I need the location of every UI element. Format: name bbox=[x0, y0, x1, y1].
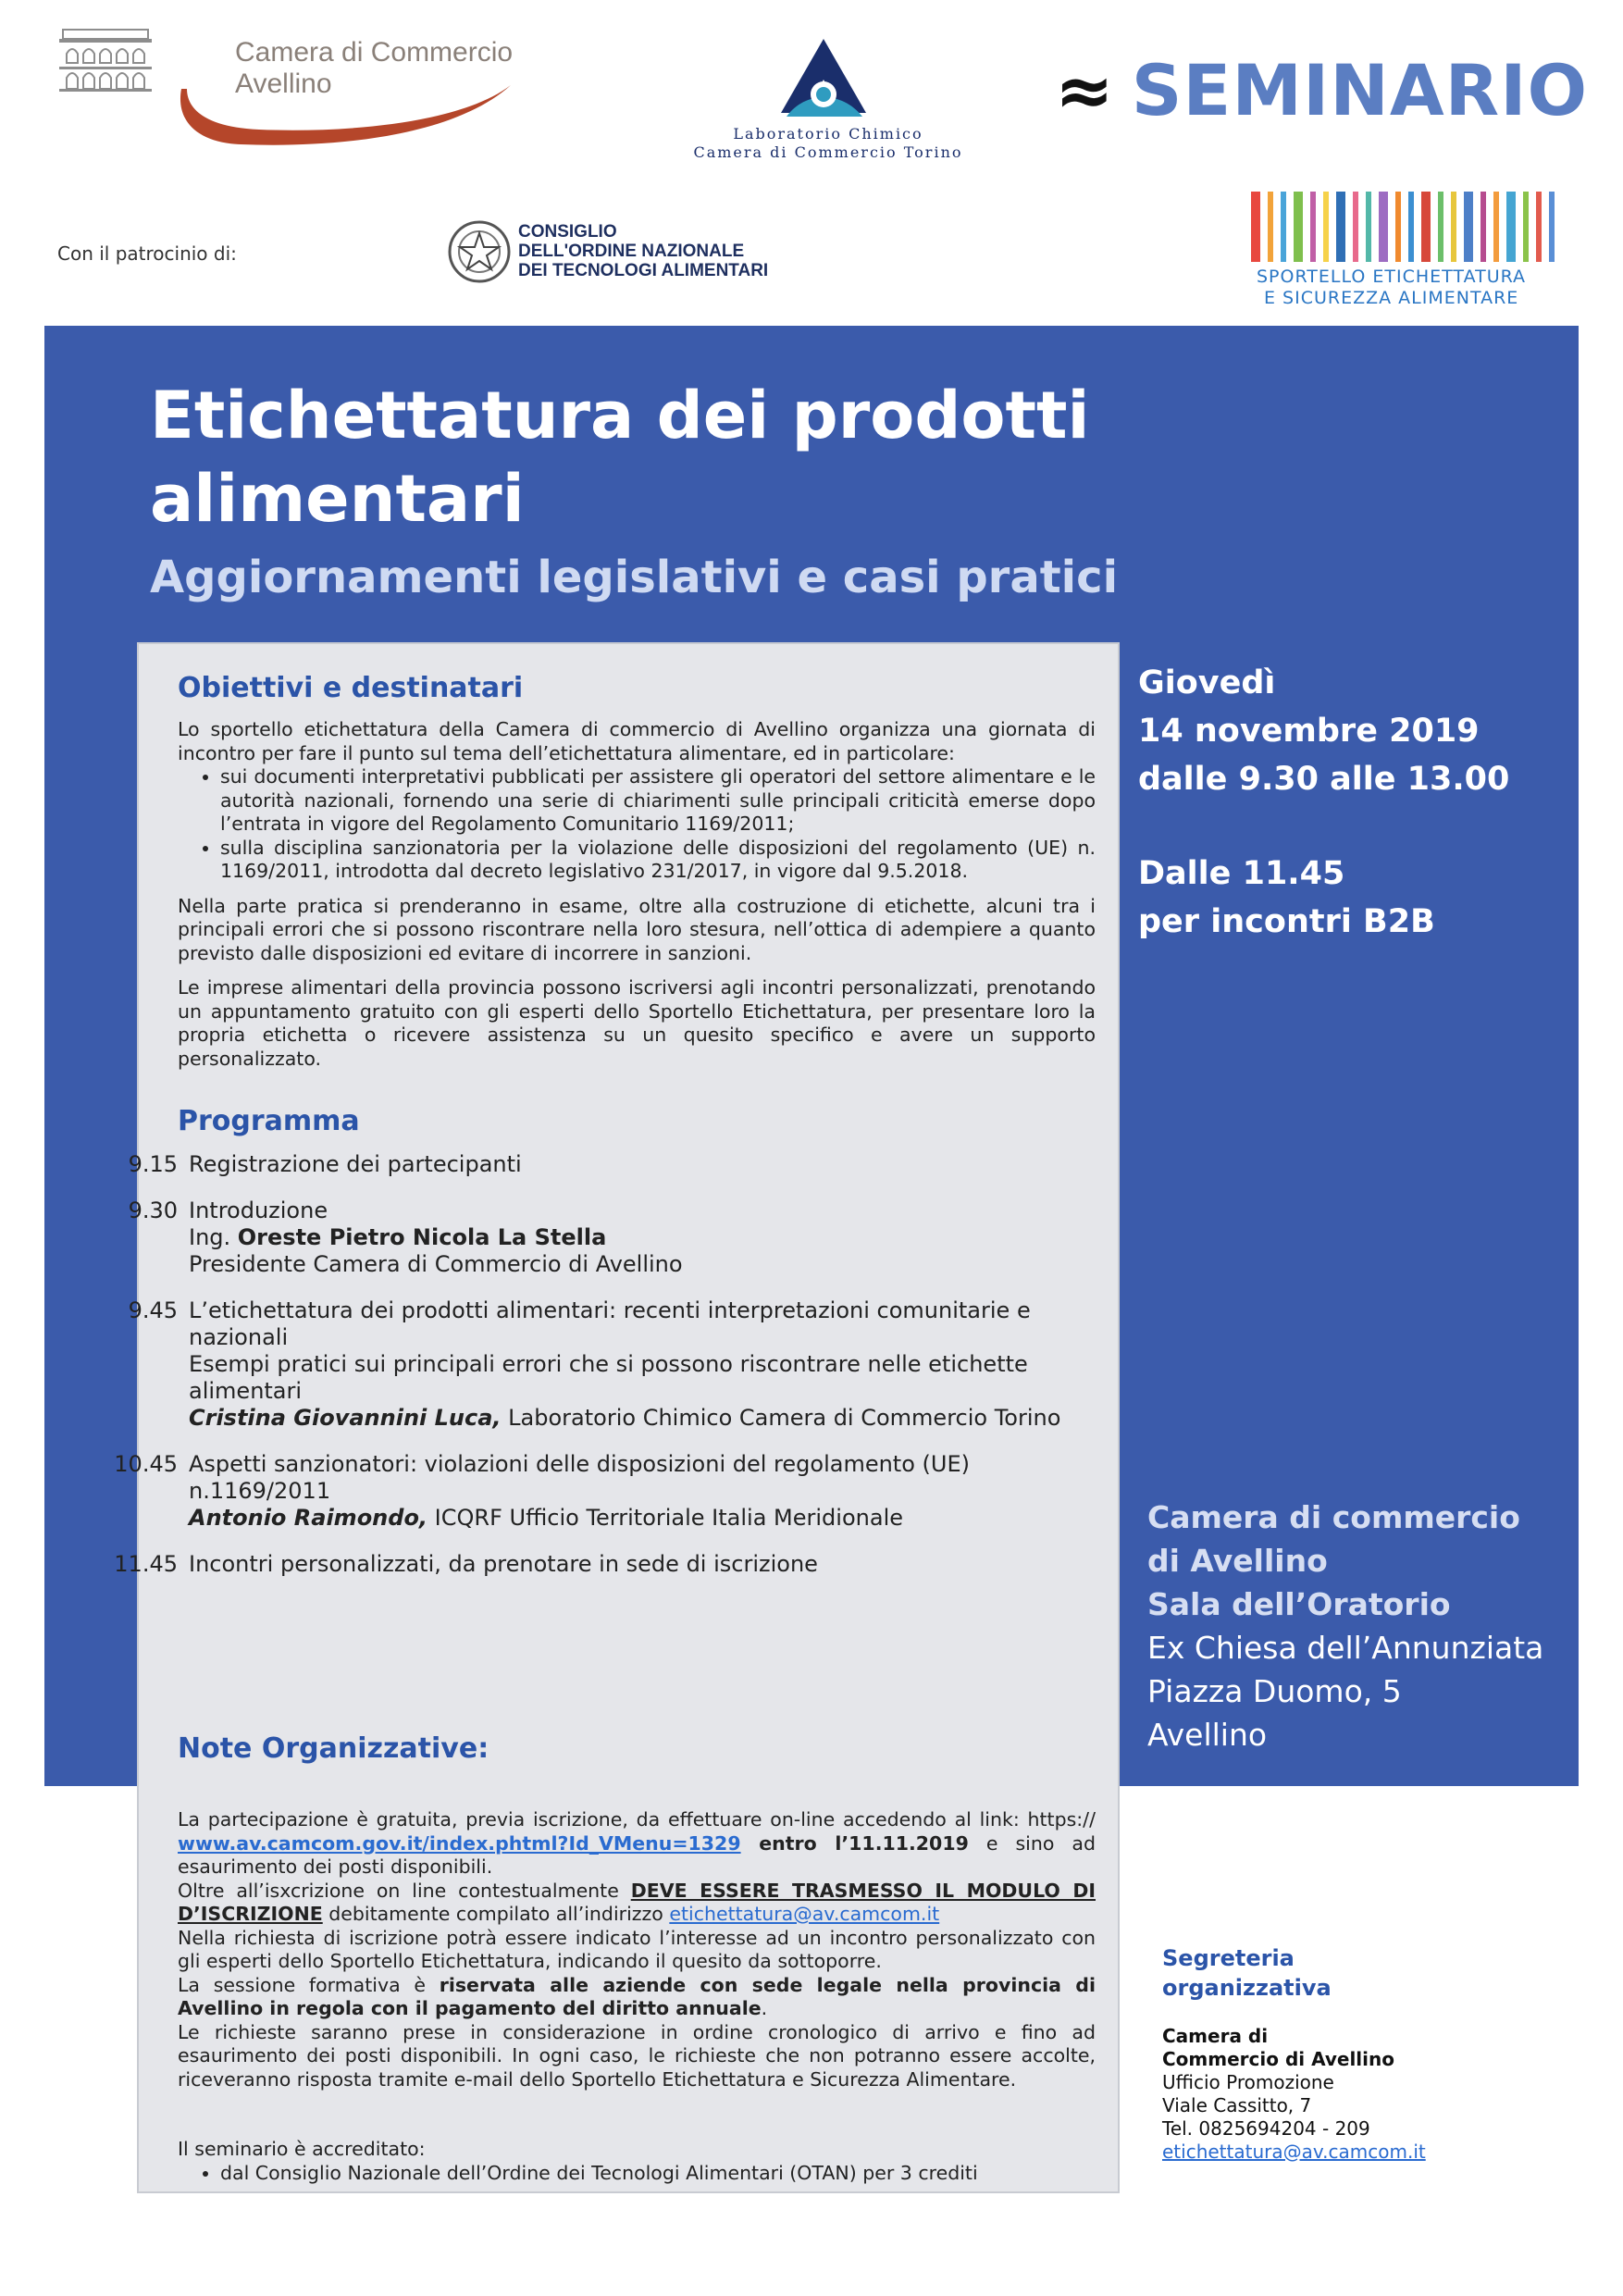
program-topic: Introduzione bbox=[189, 1198, 328, 1223]
barcode-stripe bbox=[1523, 192, 1529, 262]
program-time: 11.45 bbox=[114, 1551, 178, 1577]
notes-p4-text: La sessione formativa è bbox=[178, 1973, 440, 1996]
program-item bbox=[94, 1297, 1094, 1432]
barcode-stripe bbox=[1395, 192, 1401, 262]
b2b-label: per incontri B2B bbox=[1138, 903, 1435, 940]
notes-p1-end: e sino ad esaurimento dei posti disponibili. bbox=[178, 1831, 1096, 1878]
sportello-line1: SPORTELLO ETICHETTATURA bbox=[1257, 267, 1527, 287]
barcode-stripe bbox=[1268, 192, 1273, 262]
event-date bbox=[1138, 659, 1564, 803]
barcode-stripe bbox=[1310, 192, 1316, 262]
venue-line2: di Avellino bbox=[1147, 1543, 1328, 1579]
list-item: • dal Consiglio Nazionale dell’Ordine dei Tecnologi Alimentari (OTAN) per 3 crediti bbox=[220, 2162, 1096, 2186]
barcode-stripe bbox=[1421, 192, 1431, 262]
program-heading: Programma bbox=[178, 1105, 360, 1137]
program-speaker: Cristina Giovannini Luca, bbox=[189, 1405, 502, 1431]
program-topic: L’etichettatura dei prodotti alimentari: recenti interpretazioni comunitarie e nazionali bbox=[189, 1297, 1031, 1350]
email-link[interactable]: etichettatura@av.camcom.it bbox=[669, 1903, 940, 1925]
notes-p3: Nella richiesta di iscrizione potrà essere indicato l’interesse ad un incontro personalizzato con gli esperti dello Sportello Etichettatura, indicando il quesito da sottoporre. bbox=[178, 1926, 1096, 1972]
sportello-line2: E SICUREZZA ALIMENTARE bbox=[1264, 288, 1519, 308]
chamber-name-line2: Avellino bbox=[235, 68, 332, 99]
barcode-stripe bbox=[1281, 192, 1286, 262]
secretariat-office: Ufficio Promozione bbox=[1162, 2071, 1334, 2093]
b2b-time: Dalle 11.45 bbox=[1138, 855, 1345, 892]
notes-p2 bbox=[178, 1880, 1096, 1927]
chamber-name-line1: Camera di Commercio bbox=[235, 37, 514, 68]
objectives-intro bbox=[178, 718, 1096, 765]
lab-name-line1: Laboratorio Chimico bbox=[733, 125, 923, 143]
notes-p4-end: . bbox=[761, 1997, 768, 2019]
program-speaker: Antonio Raimondo, bbox=[189, 1505, 428, 1531]
barcode-stripe bbox=[1549, 192, 1555, 262]
seminar-label bbox=[1055, 49, 1589, 131]
program-time: 9.30 bbox=[128, 1198, 178, 1223]
secretariat-org-line1: Camera di bbox=[1162, 2025, 1269, 2047]
program-item bbox=[94, 1551, 1094, 1578]
program-desc bbox=[189, 1297, 1094, 1432]
notes-p5: Le richieste saranno prese in considerazione in ordine cronologico di arrivo e fino ad esaurimento dei posti disponibili. In ogni caso, le richieste che non potranno essere accolte, riceveranno risposta tramite e-mail dello Sportello Etichettatura e Sicurezza Alimentare. bbox=[178, 2020, 1096, 2091]
barcode-stripe bbox=[1464, 192, 1473, 262]
secretariat-street: Viale Cassitto, 7 bbox=[1162, 2094, 1312, 2116]
council-line3: DEI TECNOLOGI ALIMENTARI bbox=[518, 261, 769, 280]
notes-p4 bbox=[178, 1974, 1096, 2021]
venue-line3: Sala dell’Oratorio bbox=[1147, 1586, 1451, 1622]
secretariat-heading-line1: Segreteria bbox=[1162, 1945, 1295, 1971]
barcode-stripe bbox=[1438, 192, 1443, 262]
program-role: ICQRF Ufficio Territoriale Italia Meridionale bbox=[427, 1505, 903, 1531]
program-desc bbox=[189, 1198, 1094, 1278]
lab-logo-icon bbox=[777, 35, 870, 124]
program-role: Presidente Camera di Commercio di Avellino bbox=[189, 1251, 683, 1277]
objectives-list bbox=[178, 765, 1096, 884]
registration-deadline: entro l’11.11.2019 bbox=[740, 1831, 969, 1855]
secretariat-org-line2: Commercio di Avellino bbox=[1162, 2048, 1394, 2070]
chamber-swoosh-logo bbox=[176, 81, 518, 154]
list-item: • sui documenti interpretativi pubblicati per assistere gli operatori del settore alimentare e le autorità nazionali, fornendo una serie di chiarimenti sulle principali criticità emerse dopo l’entrata in vigore del Regolamento Comunitario 1169/2011; bbox=[220, 765, 1096, 837]
notes-p2-text: Oltre all’isxcrizione on line contestualmente bbox=[178, 1879, 631, 1902]
speaker-prefix: Ing. bbox=[189, 1224, 238, 1250]
program-desc: Incontri personalizzati, da prenotare in sede di iscrizione bbox=[189, 1551, 818, 1577]
council-name bbox=[518, 222, 768, 280]
objectives-para2: Nella parte pratica si prenderanno in esame, oltre alla costruzione di etichette, alcuni tra i principali errori che si possono riscontrare nella loro stesura, nell’ottica di adempiere a quanto previsto dalle disposizioni ed evitare di incorrere in sanzioni. bbox=[178, 894, 1096, 964]
program-item bbox=[94, 1451, 1094, 1532]
event-title-line1: Etichettatura dei prodotti bbox=[150, 378, 1090, 453]
program-desc bbox=[189, 1451, 1094, 1532]
program-list bbox=[94, 1151, 1094, 1597]
barcode-stripe bbox=[1506, 192, 1516, 262]
barcode-stripe bbox=[1379, 192, 1388, 262]
lab-name-line2: Camera di Commercio Torino bbox=[693, 143, 963, 161]
barcode-stripe bbox=[1481, 192, 1486, 262]
program-topic: Aspetti sanzionatori: violazioni delle disposizioni del regolamento (UE) n.1169/2011 bbox=[189, 1451, 970, 1504]
approx-icon: ≈ bbox=[1055, 49, 1115, 131]
objectives-para3: Le imprese alimentari della provincia possono iscriversi agli incontri personalizzati, prenotando un appuntamento gratuito con gli esperti dello Sportello Etichettatura, per presentare loro la propria etichetta o ricevere assistenza su un quesito specifico e avere un supporto personalizzato. bbox=[178, 976, 1096, 1070]
barcode-stripe bbox=[1493, 192, 1499, 262]
barcode-stripe bbox=[1353, 192, 1358, 262]
event-title-line2: alimentari bbox=[150, 461, 525, 537]
venue-line1: Camera di commercio bbox=[1147, 1499, 1520, 1535]
program-speaker-line bbox=[189, 1505, 1094, 1532]
barcode-stripe bbox=[1323, 192, 1329, 262]
sportello-name bbox=[1257, 267, 1526, 309]
council-line1: CONSIGLIO bbox=[518, 222, 617, 242]
event-subtitle: Aggiornamenti legislativi e casi pratici bbox=[150, 552, 1119, 603]
barcode-stripe bbox=[1451, 192, 1456, 262]
barcode-stripe bbox=[1366, 192, 1371, 262]
secretariat-heading-line2: organizzativa bbox=[1162, 1975, 1332, 2001]
venue-line4: Ex Chiesa dell’Annunziata bbox=[1147, 1630, 1544, 1666]
event-time: dalle 9.30 alle 13.00 bbox=[1138, 761, 1510, 798]
barcode-stripe bbox=[1408, 192, 1414, 262]
venue-info bbox=[1147, 1496, 1573, 1756]
notes-heading: Note Organizzative: bbox=[178, 1732, 489, 1765]
registration-link[interactable]: www.av.camcom.gov.it/index.phtml?Id_VMenu=1329 bbox=[178, 1831, 741, 1855]
secretariat-phone: Tel. 0825694204 - 209 bbox=[1162, 2117, 1370, 2140]
notes-text bbox=[178, 1808, 1096, 2185]
program-speaker-line bbox=[189, 1405, 1094, 1432]
barcode-stripe bbox=[1336, 192, 1345, 262]
accreditation-list bbox=[178, 2162, 1096, 2186]
chamber-building-icon bbox=[57, 26, 154, 96]
event-date-text: 14 novembre 2019 bbox=[1138, 713, 1480, 750]
secretariat-email-link[interactable]: etichettatura@av.camcom.it bbox=[1162, 2141, 1426, 2163]
council-line2: DELL'ORDINE NAZIONALE bbox=[518, 242, 745, 261]
program-speaker: Oreste Pietro Nicola La Stella bbox=[237, 1224, 607, 1250]
program-item bbox=[94, 1198, 1094, 1278]
seminar-text: SEMINARIO bbox=[1131, 49, 1589, 131]
program-time: 10.45 bbox=[114, 1451, 178, 1477]
accreditation-heading: Il seminario è accreditato: bbox=[178, 2138, 426, 2160]
notes-p2-bold: DEVE ESSERE TRASMESSO IL MODULO DI D’ISCRIZIONE bbox=[178, 1879, 1096, 1925]
event-title bbox=[150, 374, 1260, 540]
program-role: Laboratorio Chimico Camera di Commercio Torino bbox=[501, 1405, 1061, 1431]
program-desc: Registrazione dei partecipanti bbox=[189, 1151, 522, 1177]
secretariat-contact bbox=[1162, 2025, 1426, 2164]
event-day: Giovedì bbox=[1138, 664, 1276, 701]
objectives-intro-text: Lo sportello etichettatura della Camera di commercio di Avellino organizza una giornata di incontro per fare il punto sul tema dell’etichettatura alimentare, ed in particolare: bbox=[178, 718, 1096, 764]
venue-line5: Piazza Duomo, 5 bbox=[1147, 1673, 1402, 1709]
program-time: 9.45 bbox=[128, 1297, 178, 1323]
notes-p1-text: La partecipazione è gratuita, previa iscrizione, da effettuare on-line accedendo al link: https:// bbox=[178, 1808, 1096, 1831]
notes-p2-mid: debitamente compilato all’indirizzo bbox=[322, 1903, 670, 1925]
objectives-heading: Obiettivi e destinatari bbox=[178, 672, 524, 704]
sportello-barcode-logo bbox=[1249, 190, 1555, 267]
b2b-info bbox=[1138, 850, 1564, 946]
barcode-stripe bbox=[1294, 192, 1303, 262]
objectives-text bbox=[178, 718, 1096, 1082]
republic-emblem-icon bbox=[446, 217, 513, 291]
notes-p1 bbox=[178, 1808, 1096, 1880]
venue-line6: Avellino bbox=[1147, 1717, 1268, 1753]
lab-name bbox=[680, 125, 976, 162]
barcode-stripe bbox=[1536, 192, 1542, 262]
notes-p4-bold: riservata alle aziende con sede legale nella provincia di Avellino in regola con il pagamento del diritto annuale bbox=[178, 1973, 1096, 2019]
secretariat-heading bbox=[1162, 1943, 1332, 2003]
list-item: • sulla disciplina sanzionatoria per la violazione delle disposizioni del regolamento (UE) n. 1169/2011, introdotta dal decreto legislativo 231/2017, in vigore dal 9.5.2018. bbox=[220, 837, 1096, 884]
barcode-stripe bbox=[1251, 192, 1260, 262]
program-time: 9.15 bbox=[128, 1151, 178, 1177]
patronage-label: Con il patrocinio di: bbox=[57, 242, 237, 265]
program-item bbox=[94, 1151, 1094, 1178]
program-speaker-line bbox=[189, 1224, 1094, 1251]
program-topic-2: Esempi pratici sui principali errori che si possono riscontrare nelle etichette alimentari bbox=[189, 1351, 1028, 1404]
